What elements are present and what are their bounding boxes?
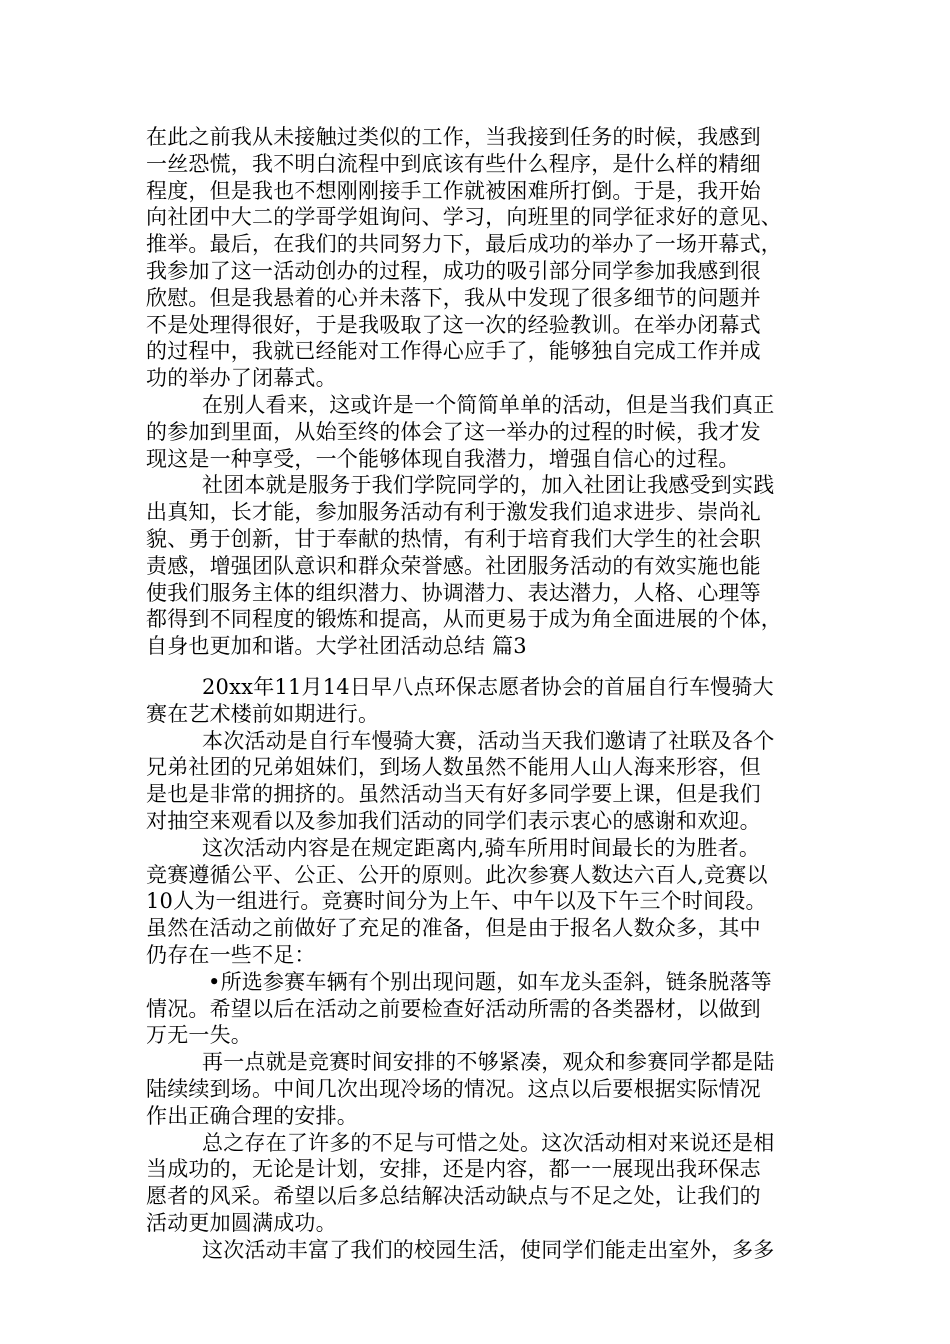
text-line: 功的举办了闭幕式。 — [146, 366, 337, 391]
text-line: 现这是一种享受，一个能够体现自我潜力，增强自信心的过程。 — [146, 446, 740, 471]
text-line: 责感，增强团队意识和群众荣誉感。社团服务活动的有效实施也能 — [146, 553, 761, 578]
text-line: 万无一失。 — [146, 1023, 252, 1048]
text-line: 虽然在活动之前做好了充足的准备，但是由于报名人数众多，其中 — [146, 916, 761, 941]
text-line: 10人为一组进行。竞赛时间分为上午、中午以及下午三个时间段。 — [146, 889, 767, 914]
text-section-2 — [146, 674, 814, 1264]
text-line: 本次活动是自行车慢骑大赛，活动当天我们邀请了社联及各个 — [202, 728, 775, 753]
text-line: 使我们服务主体的组织潜力、协调潜力、表达潜力，人格、心理等 — [146, 580, 761, 605]
text-line: 社团本就是服务于我们学院同学的，加入社团让我感受到实践 — [202, 473, 775, 498]
text-line: 都得到不同程度的锻炼和提高，从而更易于成为角全面进展的个体， — [146, 607, 782, 632]
text-line: 向社团中大二的学哥学姐询问、学习，向班里的同学征求好的意见、 — [146, 205, 782, 230]
text-line: 陆续续到场。中间几次出现冷场的情况。这点以后要根据实际情况 — [146, 1076, 761, 1101]
text-line: 一丝恐慌，我不明白流程中到底该有些什么程序，是什么样的精细 — [146, 151, 761, 176]
text-section-1 — [146, 124, 814, 660]
text-line: 的过程中，我就已经能对工作得心应手了，能够独自完成工作并成 — [146, 339, 761, 364]
text-line: 欣慰。但是我悬着的心并未落下，我从中发现了很多细节的问题并 — [146, 285, 761, 310]
text-line: 再一点就是竞赛时间安排的不够紧凑，观众和参赛同学都是陆 — [202, 1050, 775, 1075]
text-line: 出真知，长才能，参加服务活动有利于激发我们追求进步、崇尚礼 — [146, 500, 761, 525]
text-line: 这次活动丰富了我们的校园生活，使同学们能走出室外，多多 — [202, 1237, 775, 1262]
text-line: 总之存在了许多的不足与可惜之处。这次活动相对来说还是相 — [202, 1130, 775, 1155]
text-line: 兄弟社团的兄弟姐妹们，到场人数虽然不能用人山人海来形容，但 — [146, 755, 761, 780]
text-line: 貌、勇于创新，甘于奉献的热情，有利于培育我们大学生的社会职 — [146, 526, 761, 551]
text-line: 竞赛遵循公平、公正、公开的原则。此次参赛人数达六百人,竞赛以 — [146, 862, 768, 887]
text-line: 20xx年11月14日早八点环保志愿者协会的首届自行车慢骑大 — [202, 675, 774, 699]
text-line: 当成功的，无论是计划，安排，还是内容，都一一展现出我环保志 — [146, 1157, 761, 1182]
text-line: 对抽空来观看以及参加我们活动的同学们表示衷心的感谢和欢迎。 — [146, 808, 761, 833]
text-line: 自身也更加和谐。大学社团活动总结 篇3 — [146, 634, 527, 659]
text-line: 推举。最后，在我们的共同努力下，最后成功的举办了一场开幕式， — [146, 232, 782, 257]
text-line: •所选参赛车辆有个别出现问题，如车龙头歪斜，链条脱落等 — [208, 969, 772, 994]
text-line: 程度，但是我也不想刚刚接手工作就被困难所打倒。于是，我开始 — [146, 178, 761, 203]
text-line: 是也是非常的拥挤的。虽然活动当天有好多同学要上课，但是我们 — [146, 782, 761, 807]
text-line: 活动更加圆满成功。 — [146, 1210, 337, 1235]
text-line: 这次活动内容是在规定距离内,骑车所用时间最长的为胜者。 — [202, 835, 761, 860]
text-line: 在别人看来，这或许是一个简简单单的活动，但是当我们真正 — [202, 392, 775, 417]
text-line: 的参加到里面，从始至终的体会了这一举办的过程的时候，我才发 — [146, 419, 761, 444]
text-line: 情况。希望以后在活动之前要检查好活动所需的各类器材，以做到 — [146, 996, 761, 1021]
text-line: 作出正确合理的安排。 — [146, 1103, 358, 1128]
text-line: 在此之前我从未接触过类似的工作，当我接到任务的时候，我感到 — [146, 125, 761, 149]
text-line: 我参加了这一活动创办的过程，成功的吸引部分同学参加我感到很 — [146, 258, 761, 283]
text-line: 不是处理得很好，于是我吸取了这一次的经验教训。在举办闭幕式 — [146, 312, 761, 337]
text-line: 仍存在一些不足： — [146, 942, 316, 967]
text-line: 愿者的风采。希望以后多总结解决活动缺点与不足之处，让我们的 — [146, 1184, 761, 1209]
text-line: 赛在艺术楼前如期进行。 — [146, 701, 380, 726]
